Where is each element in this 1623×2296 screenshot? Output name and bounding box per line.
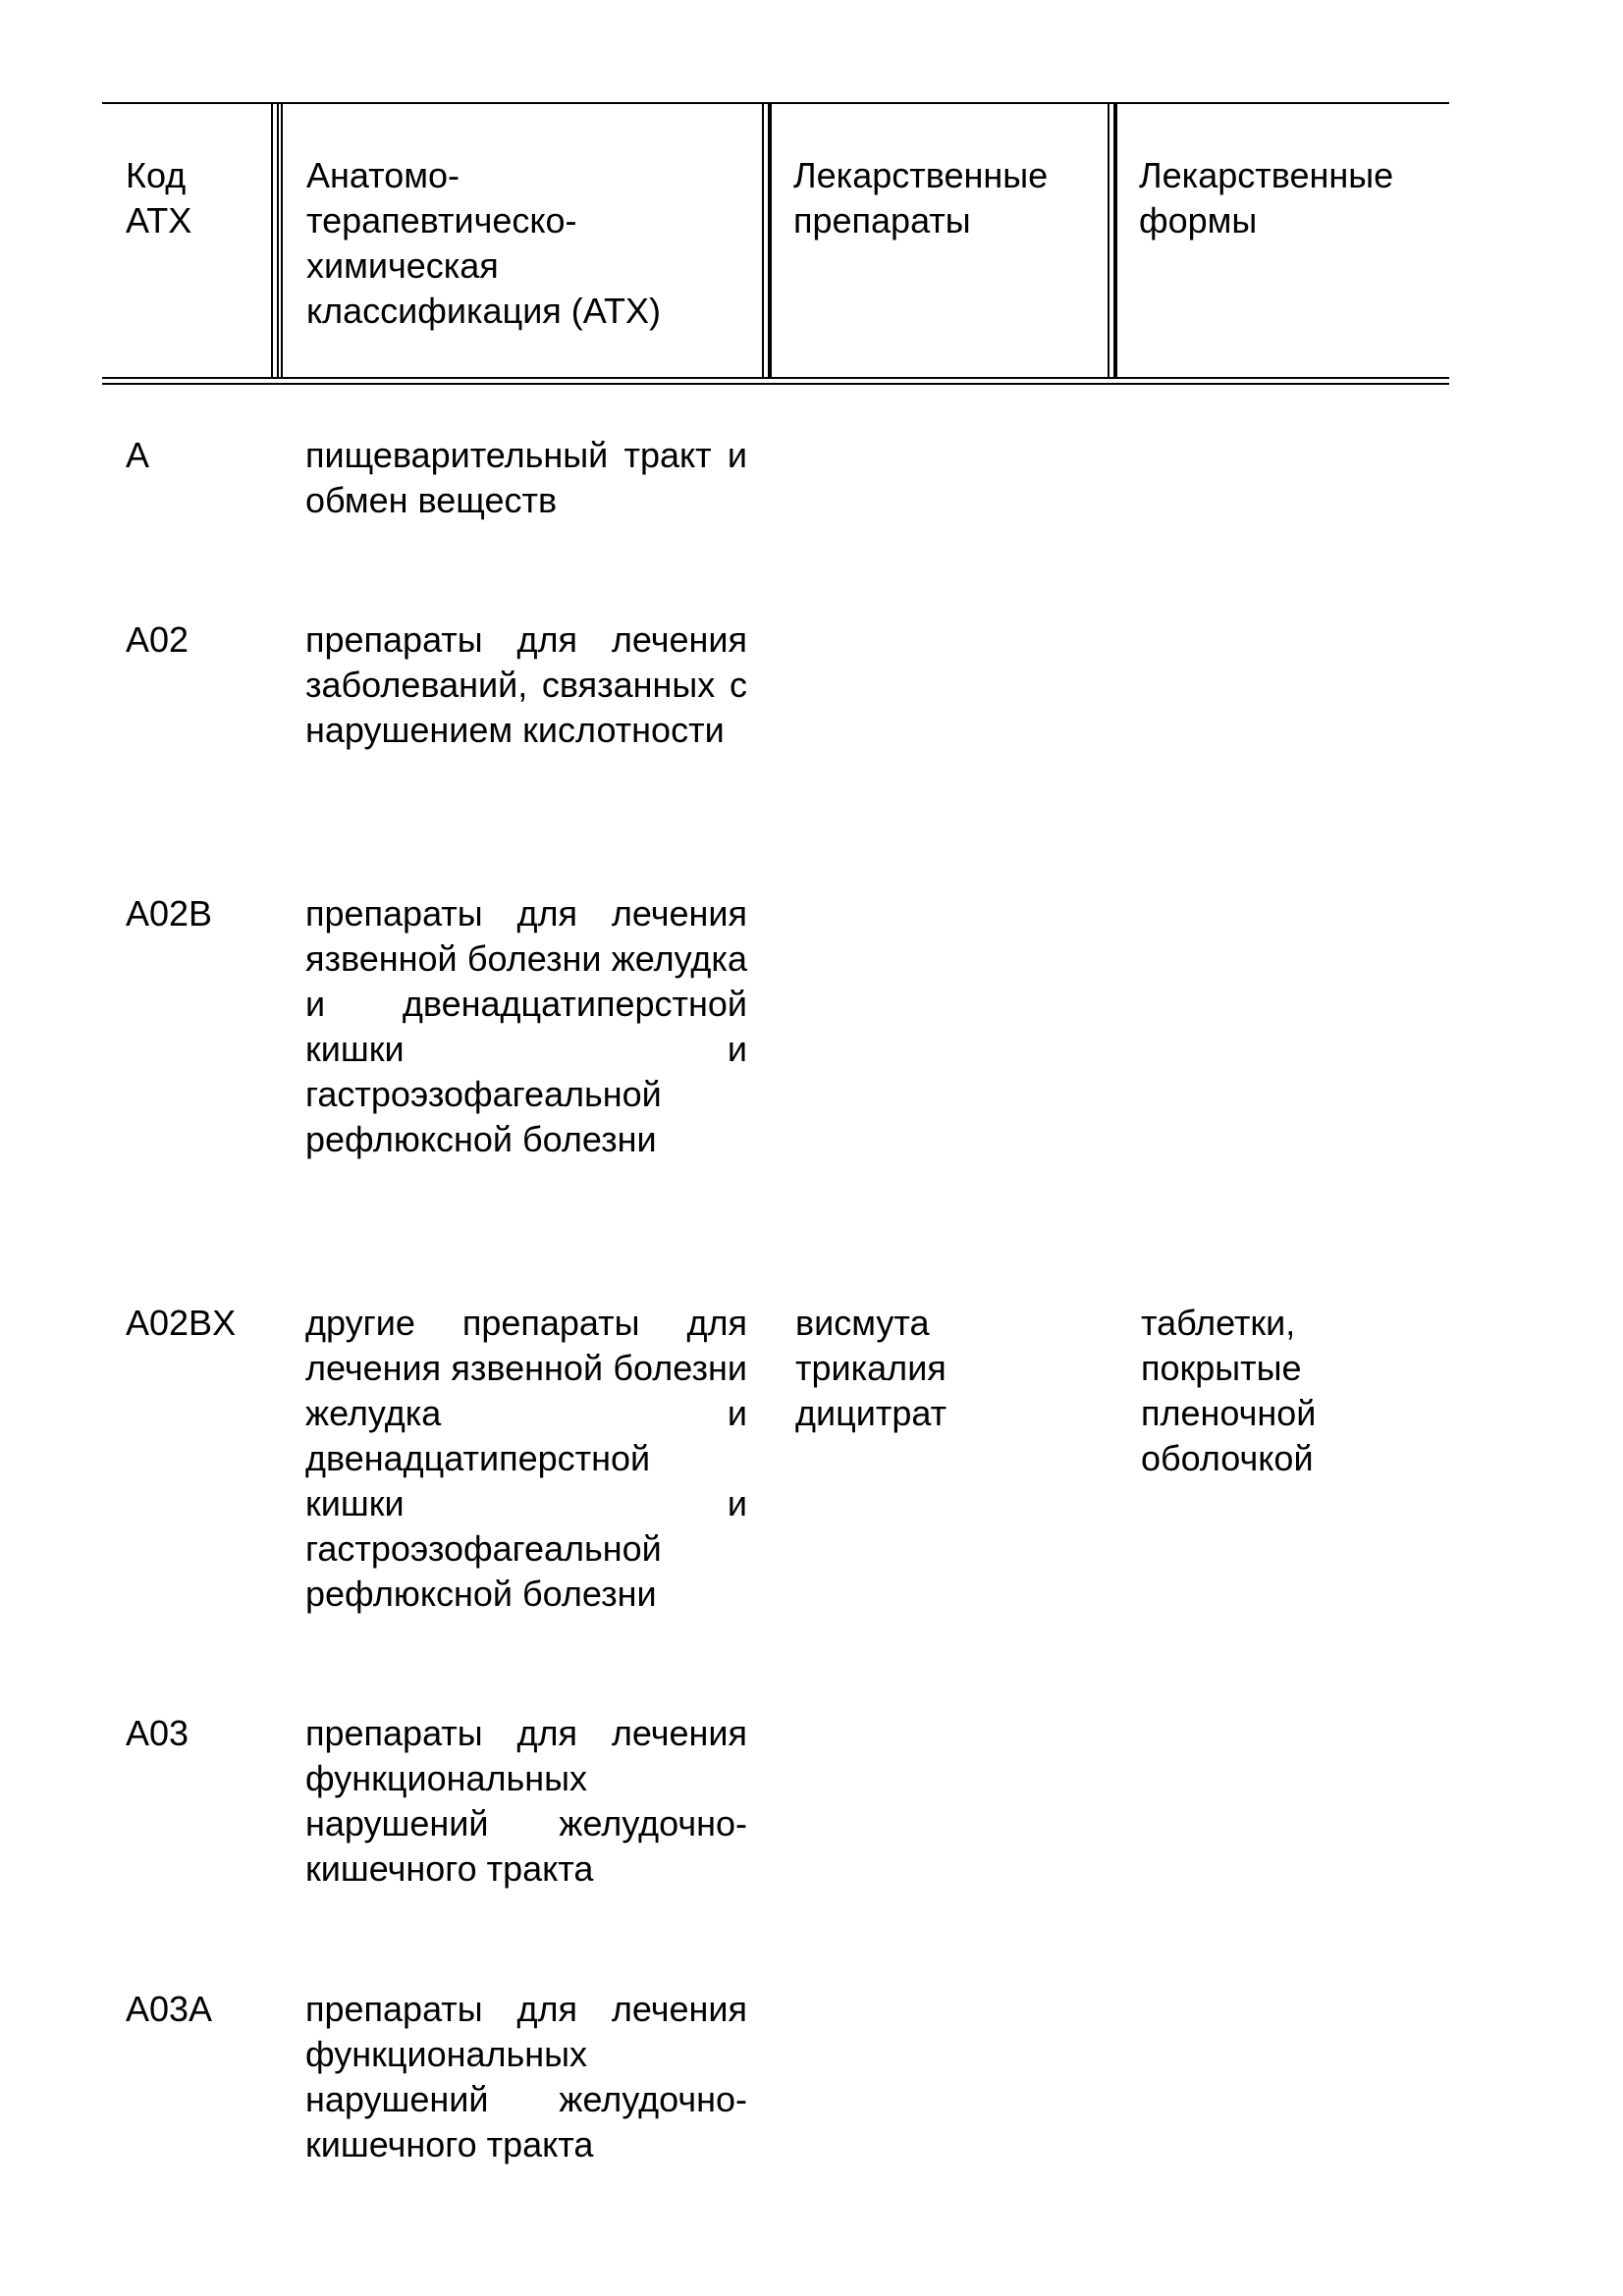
row-atc-name: препараты для лечения функциональных нарушений желудочно-кишечного тракта — [305, 1713, 747, 1889]
row-atc-name: пищеварительный тракт и обмен веществ — [305, 435, 747, 520]
row-code: A03 — [126, 1713, 189, 1753]
row-atc-name: препараты для лечения заболеваний, связанных с нарушением кислотности — [305, 619, 747, 750]
row-code: A02BX — [126, 1303, 237, 1343]
table-header — [102, 102, 1449, 389]
header-code-label: Код АТХ — [126, 155, 192, 240]
header-forms-label: Лекарственные формы — [1139, 155, 1394, 240]
row-atc-name: другие препараты для лечения язвенной болезни желудка и двенадцатиперстной кишки и гастроэзофагеальной рефлюксной болезни — [305, 1303, 747, 1614]
header-cell-drugs — [770, 104, 1115, 377]
row-code: A02 — [126, 619, 189, 660]
header-cell-code — [102, 104, 279, 377]
header-cell-forms — [1115, 104, 1449, 377]
header-drugs-label: Лекарственные препараты — [793, 155, 1049, 240]
header-atc-label: Анатомо-терапевтическо-химическая классификация (АТХ) — [306, 155, 661, 331]
header-cell-atc — [281, 104, 770, 377]
row-code: A — [126, 435, 150, 475]
row-code: A03A — [126, 1989, 213, 2029]
row-code: A02B — [126, 893, 213, 934]
header-double-rule — [102, 377, 1449, 385]
row-drug: висмута трикалия дицитрат — [795, 1303, 947, 1433]
row-form: таблетки, покрытые пленочной оболочкой — [1141, 1303, 1317, 1478]
row-atc-name: препараты для лечения функциональных нарушений желудочно-кишечного тракта — [305, 1989, 747, 2164]
row-atc-name: препараты для лечения язвенной болезни желудка и двенадцатиперстной кишки и гастроэзофагеальной рефлюксной болезни — [305, 893, 747, 1159]
